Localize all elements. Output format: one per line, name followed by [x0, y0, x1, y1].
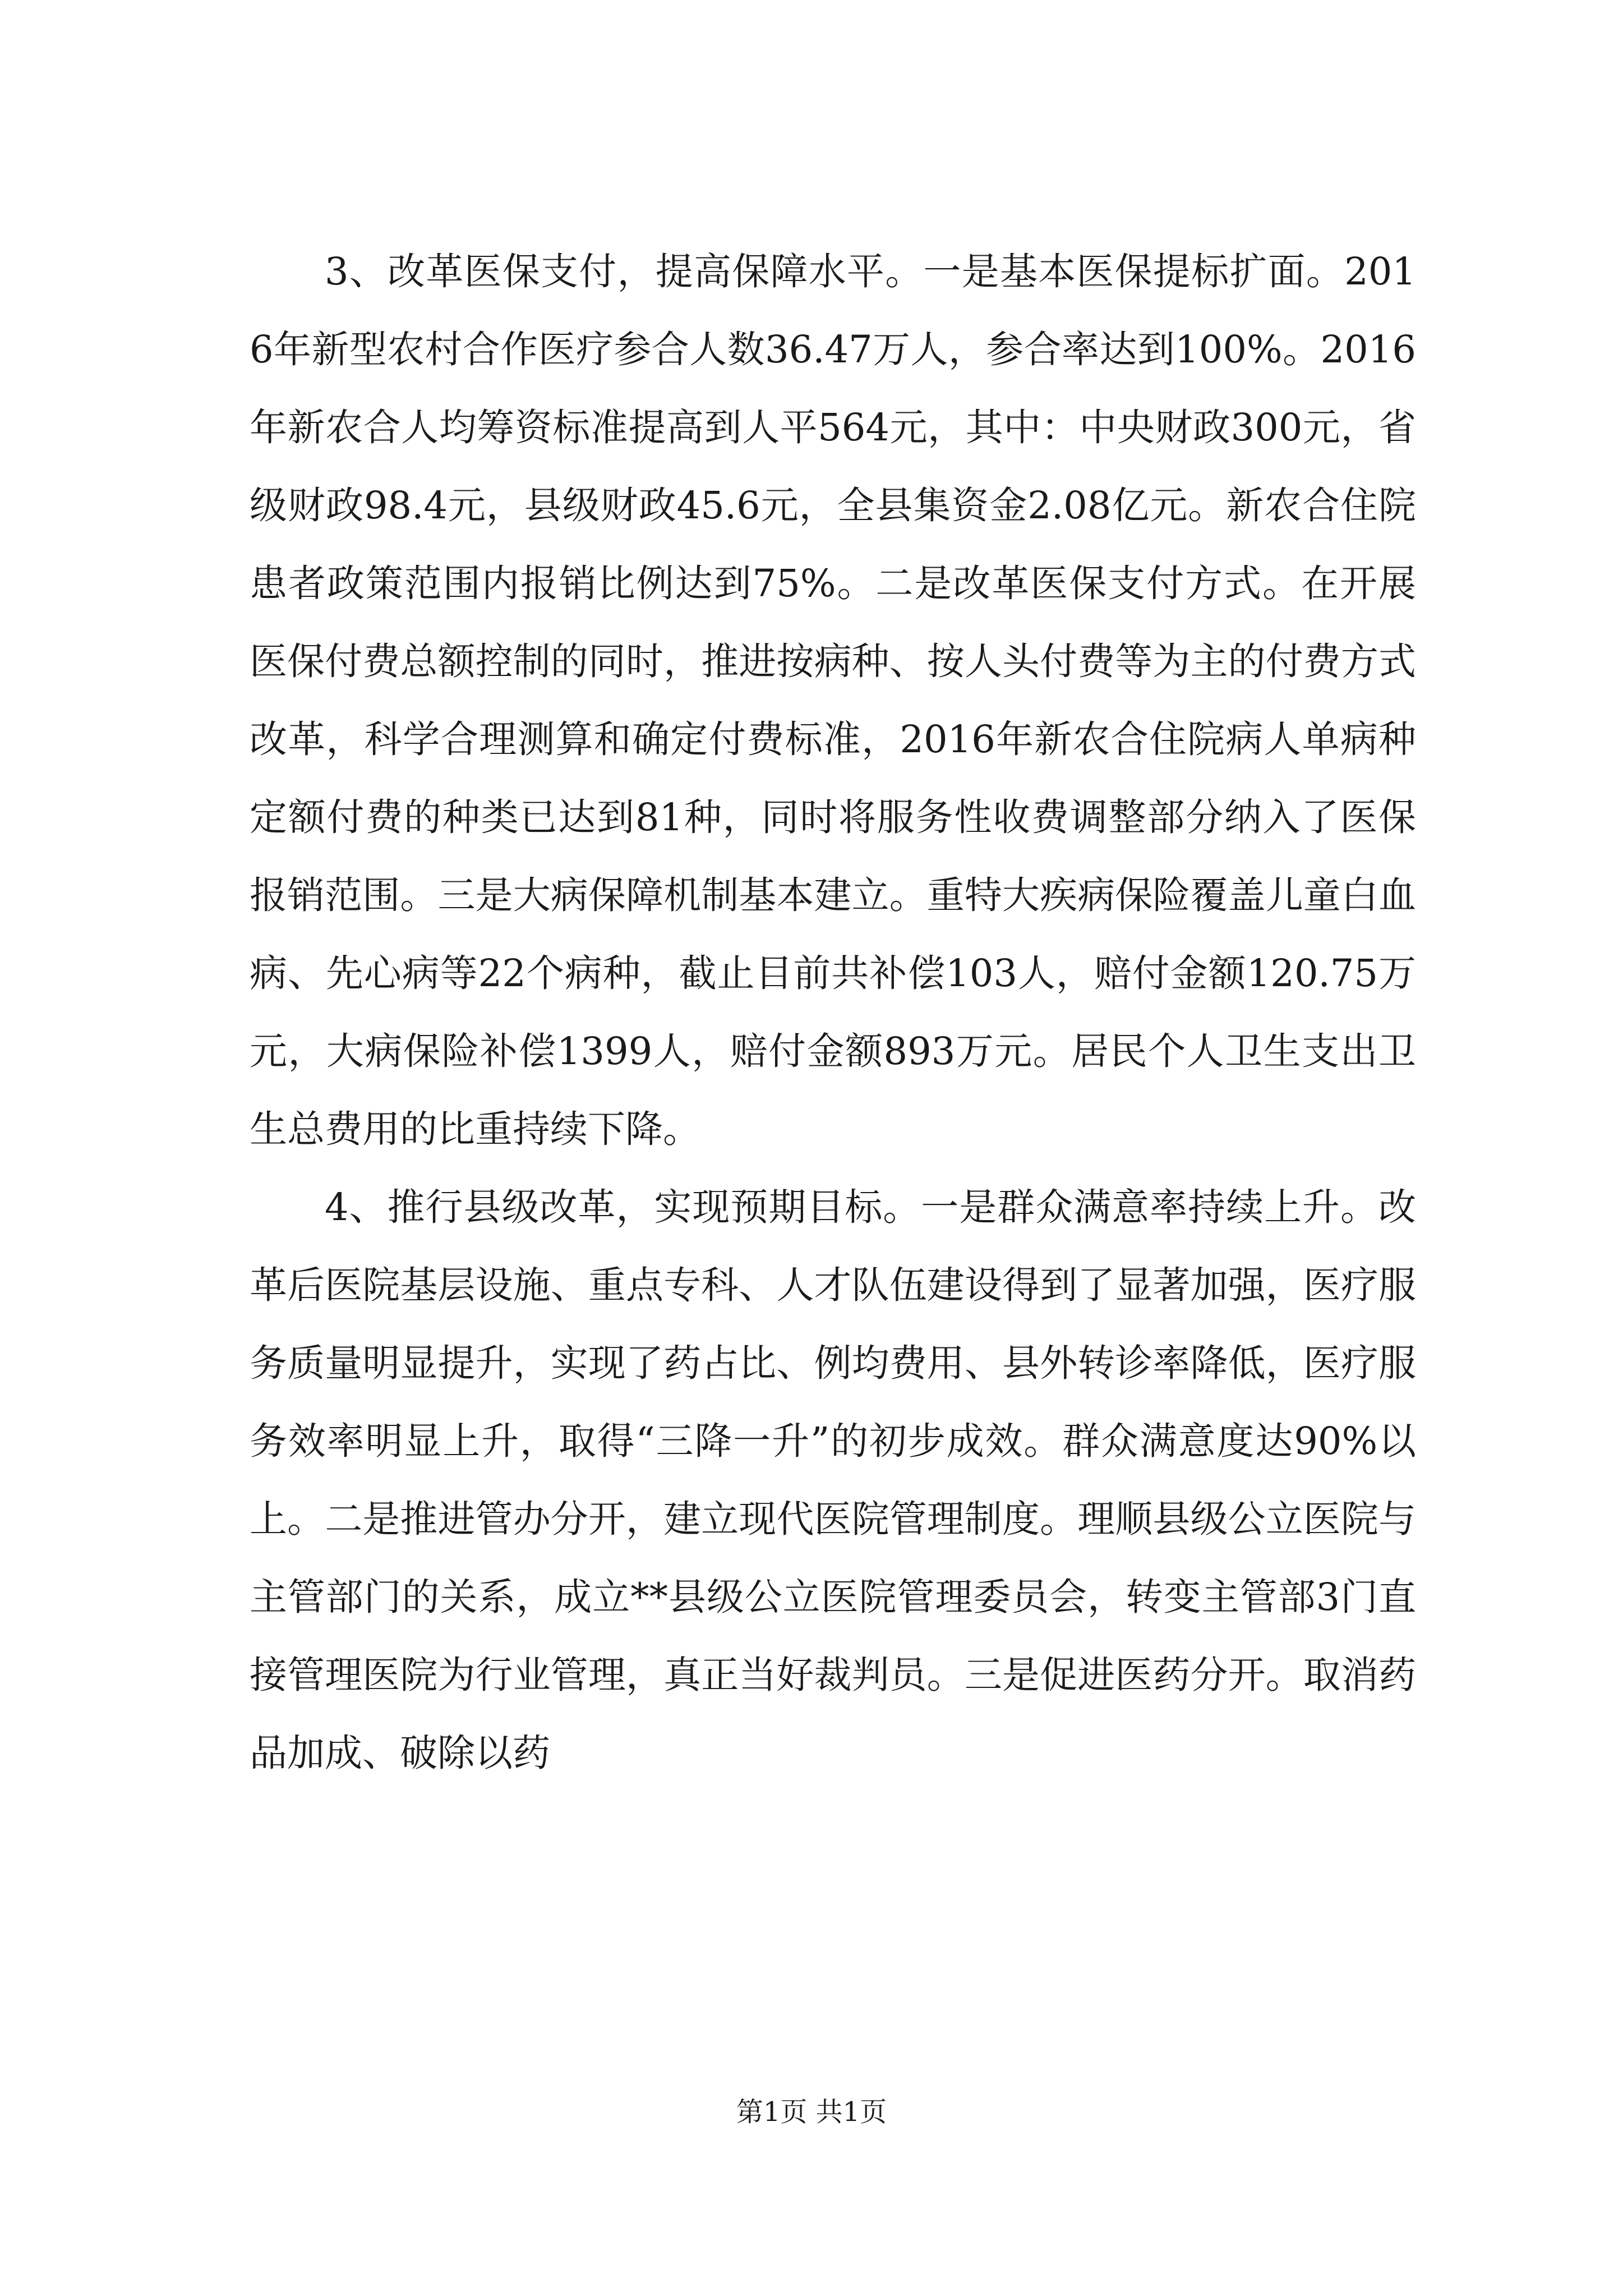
document-body [250, 233, 1416, 1792]
page-footer: 第1页 共1页 [736, 2096, 887, 2128]
paragraph-medical-insurance-reform: 3、改革医保支付，提高保障水平。一是基本医保提标扩面。2016年新型农村合作医疗参合人数36.47万人，参合率达到100%。2016年新农合人均筹资标准提高到人平564元，其中：中央财政300元，省级财政98.4元，县级财政45.6元，全县集资金2.08亿元。新农合住院患者政策范围内报销比例达到75%。二是改革医保支付方式。在开展医保付费总额控制的同时，推进按病种、按人头付费等为主的付费方式改革，科学合理测算和确定付费标准，2016年新农合住院病人单病种定额付费的种类已达到81种，同时将服务性收费调整部分纳入了医保报销范围。三是大病保障机制基本建立。重特大疾病保险覆盖儿童白血病、先心病等22个病种，截止目前共补偿103人，赔付金额120.75万元，大病保险补偿1399人，赔付金额893万元。居民个人卫生支出卫生总费用的比重持续下降。 [250, 250, 1416, 1151]
paragraph-county-level-reform: 4、推行县级改革，实现预期目标。一是群众满意率持续上升。改革后医院基层设施、重点专科、人才队伍建设得到了显著加强，医疗服务质量明显提升，实现了药占比、例均费用、县外转诊率降低，医疗服务效率明显上升，取得“三降一升”的初步成效。群众满意度达90%以上。二是推进管办分开，建立现代医院管理制度。理顺县级公立医院与主管部门的关系，成立**县级公立医院管理委员会，转变主管部3门直接管理医院为行业管理，真正当好裁判员。三是促进医药分开。取消药品加成、破除以药 [250, 1185, 1416, 1775]
